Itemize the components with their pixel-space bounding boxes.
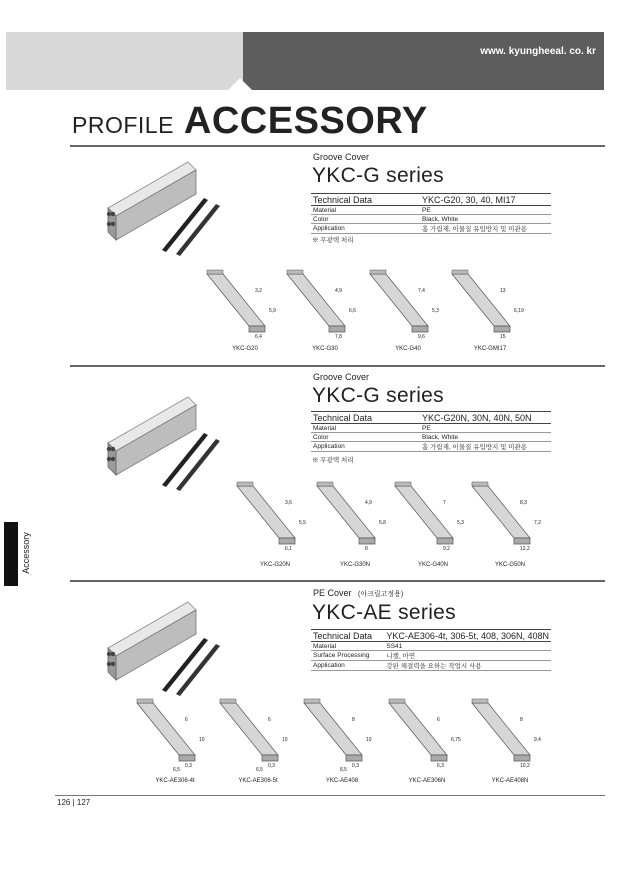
dimension-label: 9,2 [443,546,450,552]
dimension-label: 6,4 [255,334,262,340]
drawing-svg [235,480,325,560]
dimension-label: 10,2 [520,763,530,769]
drawing-svg [387,697,477,777]
drawing-caption: YKC-AE408 [325,778,359,784]
drawing-caption: YKC-AE408N [491,778,529,784]
technical-data-header [311,630,551,642]
drawing-face [317,486,375,538]
page-number: 126 | 127 [57,798,91,807]
dimension-label: 6,75 [451,737,461,743]
profile-drawing [315,480,405,560]
technical-data-table [311,629,551,671]
drawing-end [249,326,265,332]
dimension-label: 9,6 [418,334,425,340]
drawing-end [329,326,345,332]
profile-hole [107,457,111,461]
dimension-label: 10 [366,737,372,743]
dimension-label: 8 [365,546,368,552]
drawing-caption: YKC-G30 [312,346,338,352]
dimension-label: 10 [199,737,205,743]
profile-drawing [218,697,308,777]
technical-data-label: Technical Data [311,630,384,642]
dimension-label: 8 [520,717,523,723]
drawing-face [395,486,453,538]
series-title: YKC-G series [312,384,444,407]
spec-value: Black, White [420,215,551,224]
drawing-face [304,703,362,755]
spec-value: 홈 가림재, 이물질 유입방지 및 미관용 [420,442,551,452]
drawing-svg [450,268,540,348]
spec-row [311,215,551,224]
dimension-label: 3,2 [255,288,262,294]
drawing-end [514,538,530,544]
dimension-label: 7 [443,500,446,506]
series-title: YKC-AE series [312,601,456,624]
section-subtitle: PE Cover [313,588,352,598]
profile-product-image [100,385,230,500]
dimension-label: 7,4 [418,288,425,294]
drawing-face [207,274,265,326]
drawing-face [472,486,530,538]
dimension-label: 6,5 [256,767,263,773]
drawing-caption: YKC-G50N [494,562,525,568]
technical-data-models: YKC-G20, 30, 40, MI17 [420,194,551,206]
dimension-label: 0,3 [268,763,275,769]
drawing-lip [207,270,223,274]
profile-render [100,590,230,700]
dimension-label: 6,19 [514,308,524,314]
technical-data-models: YKC-G20N, 30N, 40N, 50N [420,412,551,424]
dimension-label: 5,8 [379,520,386,526]
technical-data-header [311,412,551,424]
drawing-lip [287,270,303,274]
drawing-lip [370,270,386,274]
drawing-face [389,703,447,755]
profile-hole [111,212,115,216]
header-band-dark [243,32,604,90]
drawing-face [370,274,428,326]
technical-data-table [311,411,551,452]
technical-data-label: Technical Data [311,194,420,206]
profile-product-image [100,590,230,705]
dimension-label: 0,3 [352,763,359,769]
title-profile: PROFILE [72,112,174,138]
drawing-lip [452,270,468,274]
drawing-end [437,538,453,544]
drawing-lip [389,699,405,703]
dimension-label: 5,3 [457,520,464,526]
drawing-caption: YKC-AE306-4t [155,778,195,784]
dimension-label: 9,4 [534,737,541,743]
spec-row [311,651,551,661]
dimension-label: 7,2 [534,520,541,526]
dimension-label: 8 [352,717,355,723]
drawing-lip [304,699,320,703]
spec-row [311,642,551,651]
spec-value: PE [420,206,551,215]
spec-key: Material [311,424,420,433]
title-accessory: ACCESSORY [183,100,428,142]
drawing-face [220,703,278,755]
spec-value: SS41 [384,642,551,651]
profile-drawing [387,697,477,777]
subtitle-note: (아크릴고정용) [358,591,404,598]
profile-drawing [470,480,560,560]
drawing-svg [135,697,225,777]
drawing-caption: YKC-G40N [417,562,448,568]
spec-key: Material [311,642,384,651]
spec-value: PE [420,424,551,433]
spec-row [311,433,551,442]
drawing-caption: YKC-G20 [232,346,258,352]
dimension-label: 10 [282,737,288,743]
drawing-face [287,274,345,326]
drawing-svg [218,697,308,777]
profile-drawing [205,268,295,348]
dimension-label: 0,3 [185,763,192,769]
dimension-label: 6,3 [437,763,444,769]
drawing-lip [237,482,253,486]
drawing-svg [470,697,560,777]
profile-drawing [285,268,375,348]
spec-row [311,424,551,433]
drawing-face [472,703,530,755]
section-rule [70,580,605,582]
technical-data-header [311,194,551,206]
spec-value: 니켈, 아연 [384,651,551,661]
section-rule [70,145,605,147]
dimension-label: 6 [185,717,188,723]
drawing-caption: YKC-AE306-5t [238,778,278,784]
profile-hole [111,222,115,226]
drawing-svg [470,480,560,560]
drawing-lip [395,482,411,486]
drawing-end [279,538,295,544]
spec-value: 강판 체결력을 요하는 작업시 사용 [384,661,551,671]
drawing-caption: YKC-G30N [339,562,370,568]
spec-value: Black, White [420,433,551,442]
dimension-label: 4,9 [365,500,372,506]
dimension-label: 4,9 [335,288,342,294]
profile-drawing [368,268,458,348]
spec-key: Color [311,433,420,442]
dimension-label: 5,3 [432,308,439,314]
profile-hole [107,662,111,666]
profile-hole [107,652,111,656]
profile-drawing [135,697,225,777]
technical-data-models: YKC-AE306-4t, 306-5t, 408, 306N, 408N [386,630,549,641]
drawing-svg [205,268,295,348]
dimension-label: 6 [437,717,440,723]
section-subtitle: Groove Cover [313,372,370,382]
section-rule [70,365,605,367]
drawing-end [262,755,278,761]
spec-key: Application [311,224,420,234]
drawing-end [359,538,375,544]
spec-key: Material [311,206,420,215]
dimension-label: 8,3 [520,500,527,506]
drawing-face [237,486,295,538]
drawing-end [412,326,428,332]
profile-product-image [100,150,230,265]
drawing-svg [302,697,392,777]
drawing-svg [285,268,375,348]
dimension-label: 6,6 [349,308,356,314]
profile-render [100,385,230,495]
profile-hole [107,212,111,216]
profile-hole [111,447,115,451]
dimension-label: 3,6 [285,500,292,506]
footer-rule [55,795,605,796]
profile-hole [107,222,111,226]
dimension-label: 15 [500,334,506,340]
side-tab [4,522,18,586]
spec-row [311,442,551,452]
spec-row [311,224,551,234]
side-tab-label: Accessory [21,532,31,574]
profile-drawing [470,697,560,777]
profile-drawing [235,480,325,560]
series-title: YKC-G series [312,164,444,187]
section-subtitle: Groove Cover [313,152,370,162]
profile-hole [107,447,111,451]
spec-key: Color [311,215,420,224]
drawing-end [431,755,447,761]
technical-data-table [311,193,551,234]
drawing-caption: YKC-AE306N [408,778,446,784]
header-notch [228,78,252,90]
drawing-end [494,326,510,332]
technical-data-label: Technical Data [311,412,420,424]
profile-hole [111,457,115,461]
drawing-end [346,755,362,761]
drawing-face [452,274,510,326]
drawing-svg [368,268,458,348]
spec-key: Application [311,661,384,671]
drawing-caption: YKC-GMI17 [473,346,507,352]
dimension-label: 5,5 [299,520,306,526]
spec-row [311,206,551,215]
dimension-label: 12,2 [520,546,530,552]
spec-row [311,661,551,671]
dimension-label: 6,5 [173,767,180,773]
drawing-caption: YKC-G20N [259,562,290,568]
spec-key: Surface Processing [311,651,384,661]
website-url[interactable]: www. kyungheeal. co. kr [480,46,596,57]
profile-render [100,150,230,260]
profile-drawing [450,268,540,348]
page-title [72,100,428,143]
drawing-face [137,703,195,755]
drawing-end [514,755,530,761]
spec-key: Application [311,442,420,452]
drawing-end [179,755,195,761]
dimension-label: 8,5 [340,767,347,773]
spec-note: ※ 무광택 처리 [312,457,354,464]
drawing-lip [220,699,236,703]
drawing-lip [317,482,333,486]
profile-drawing [302,697,392,777]
drawing-caption: YKC-G40 [395,346,421,352]
dimension-label: 7,8 [335,334,342,340]
dimension-label: 13 [500,288,506,294]
header-band-light [6,32,243,90]
profile-hole [111,652,115,656]
drawing-lip [137,699,153,703]
drawing-svg [315,480,405,560]
dimension-label: 5,9 [269,308,276,314]
spec-value: 홈 가림재, 이물질 유입방지 및 미관용 [420,224,551,234]
spec-note: ※ 무광택 처리 [312,237,354,244]
drawing-lip [472,699,488,703]
profile-hole [111,662,115,666]
dimension-label: 6,1 [285,546,292,552]
dimension-label: 6 [268,717,271,723]
drawing-lip [472,482,488,486]
